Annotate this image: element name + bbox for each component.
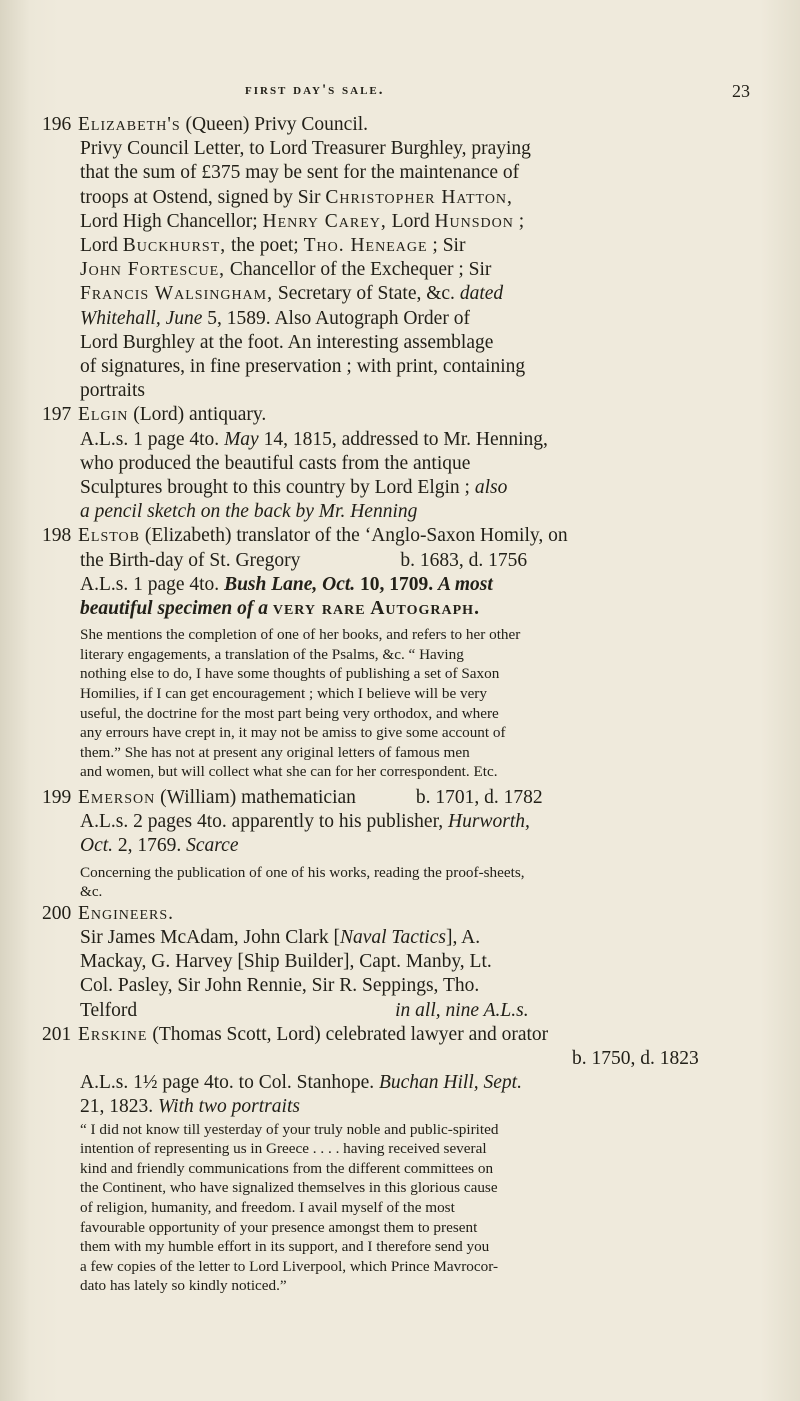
lot-line xyxy=(42,926,750,950)
text-run: Secretary of State, &c. xyxy=(273,283,460,305)
lot-line xyxy=(42,597,750,621)
lot-line: Col. Pasley, Sir John Rennie, Sir R. Seppings, Tho. xyxy=(80,975,480,997)
note-line: useful, the doctrine for the most part being very orthodox, and where xyxy=(80,704,499,722)
lot-number: 201 xyxy=(42,1023,72,1045)
italic-text: beautiful specimen of a xyxy=(80,598,273,620)
lot-name: Erskine xyxy=(78,1023,148,1045)
lot-number: 198 xyxy=(42,525,72,547)
note-line: &c. xyxy=(80,883,103,901)
page-number: 23 xyxy=(732,81,750,101)
note-line: Homilies, if I can get encouragement ; which I believe will be very xyxy=(80,685,487,703)
text-run: troops at Ostend, signed by Sir xyxy=(80,186,326,208)
life-dates: b. 1683, d. 1756 xyxy=(400,549,528,571)
lot-196 xyxy=(42,113,750,403)
signatory-name: Buckhurst, xyxy=(122,235,227,257)
lot-heading xyxy=(42,113,750,137)
italic-text: in all, nine A.L.s. xyxy=(395,999,529,1021)
note-line: the Continent, who have signalized themselves in this glorious cause xyxy=(80,1179,498,1197)
note-line: She mentions the completion of one of her books, and refers to her other xyxy=(80,626,521,644)
lot-line xyxy=(42,834,750,858)
text-run: A.L.s. 1½ page 4to. to Col. Stanhope. xyxy=(80,1072,379,1094)
text-run: ; Sir xyxy=(427,235,466,257)
note-line: “ I did not know till yesterday of your truly noble and public-spirited xyxy=(80,1120,499,1138)
note-line: dato has lately so kindly noticed.” xyxy=(80,1277,287,1295)
text-run: Lord High Chancellor; xyxy=(80,210,263,232)
lot-number: 200 xyxy=(42,902,72,924)
text-run: 5, 1589. Also Autograph Order of xyxy=(202,307,470,329)
lot-line: who produced the beautiful casts from the antique xyxy=(80,452,471,474)
text-run: the poet; xyxy=(226,235,304,257)
note-line: any errours have crept in, it may not be amiss to give some account of xyxy=(80,724,506,742)
text-run: ], A. xyxy=(445,927,481,949)
text-run: 10, 1709. xyxy=(355,573,439,595)
italic-text: Hurworth, xyxy=(448,811,530,833)
italic-text: dated xyxy=(459,283,504,305)
lot-line xyxy=(42,999,750,1023)
note-line: them with my humble effort in its support, and I therefore send you xyxy=(80,1238,490,1256)
signatory-name: Tho. Heneage xyxy=(303,235,428,257)
text-run: Sir James McAdam, John Clark [ xyxy=(80,927,340,949)
note-line: them.” She has not at present any original letters of famous men xyxy=(80,743,470,761)
lot-line: Lord Burghley at the foot. An interesting assemblage xyxy=(80,331,494,353)
lot-line: that the sum of £375 may be sent for the maintenance of xyxy=(80,162,520,184)
note-line: a few copies of the letter to Lord Liverpool, which Prince Mavrocor- xyxy=(80,1257,499,1275)
lot-line xyxy=(42,210,750,234)
life-dates: b. 1701, d. 1782 xyxy=(415,787,543,809)
emphasis-text: very rare Autograph. xyxy=(272,598,480,620)
text-run: Lord xyxy=(80,235,123,257)
text-run: 2, 1769. xyxy=(113,835,187,857)
lot-line: a pencil sketch on the back by Mr. Henning xyxy=(80,501,418,523)
lot-line xyxy=(42,282,750,306)
signatory-name: Hunsdon xyxy=(434,210,514,232)
italic-text: Bush Lane, Oct. xyxy=(224,573,356,595)
lot-name: Emerson xyxy=(78,787,156,809)
lot-heading xyxy=(42,524,750,548)
text-run: ; xyxy=(513,210,525,232)
note-line: kind and friendly communications from the different committees on xyxy=(80,1159,494,1177)
italic-text: Scarce xyxy=(186,835,239,857)
text-run: A.L.s. 1 page 4to. xyxy=(80,573,225,595)
lot-line xyxy=(42,258,750,282)
text-run: A.L.s. 2 pages 4to. apparently to his publisher, xyxy=(80,811,449,833)
lot-line xyxy=(42,476,750,500)
italic-text: Whitehall, June xyxy=(80,307,203,329)
note-line: intention of representing us in Greece . . . . having received several xyxy=(80,1140,487,1158)
lot-line xyxy=(42,186,750,210)
lot-name: Engineers. xyxy=(78,902,175,924)
italic-text: May xyxy=(224,428,259,450)
lot-line: portraits xyxy=(80,380,145,402)
lot-name: Elgin xyxy=(78,404,129,426)
lot-198 xyxy=(42,524,750,786)
text-run: Lord xyxy=(386,210,435,232)
lot-heading xyxy=(42,403,750,427)
signatory-name: Henry Carey, xyxy=(262,210,387,232)
lot-line xyxy=(42,549,750,573)
lot-line xyxy=(42,1095,750,1119)
lot-heading xyxy=(42,902,750,926)
catalogue-entries xyxy=(42,113,750,1296)
lot-200 xyxy=(42,902,750,1023)
lot-line: Mackay, G. Harvey [Ship Builder], Capt. Manby, Lt. xyxy=(80,951,492,973)
lot-name: Elstob xyxy=(78,525,140,547)
lot-heading xyxy=(42,1023,750,1047)
lot-subject: (Elizabeth) translator of the ‘Anglo-Saxon Homily, on xyxy=(140,525,568,547)
signatory-name: John Fortescue, xyxy=(80,259,226,281)
lot-number: 197 xyxy=(42,404,72,426)
lot-197 xyxy=(42,403,750,524)
text-run: A.L.s. 1 page 4to. xyxy=(80,428,225,450)
text-run: Telford xyxy=(80,999,138,1021)
lot-subject: (Queen) Privy Council. xyxy=(180,114,369,135)
signatory-name: Christopher Hatton, xyxy=(325,186,513,208)
note-line: nothing else to do, I have some thoughts of publishing a set of Saxon xyxy=(80,665,500,683)
note-line: literary engagements, a translation of the Psalms, &c. “ Having xyxy=(80,645,464,663)
lot-line xyxy=(42,810,750,834)
signatory-name: Francis Walsingham, xyxy=(80,283,273,305)
lot-line xyxy=(42,1071,750,1095)
lot-201 xyxy=(42,1023,750,1296)
lot-line xyxy=(42,307,750,331)
lot-line xyxy=(42,573,750,597)
note-line: Concerning the publication of one of his works, reading the proof-sheets, xyxy=(80,863,525,881)
lot-line xyxy=(42,234,750,258)
lot-subject: (Thomas Scott, Lord) celebrated lawyer and orator xyxy=(147,1023,549,1045)
lot-heading xyxy=(42,786,750,810)
italic-text: A most xyxy=(438,573,493,595)
lot-subject: (Lord) antiquary. xyxy=(128,404,267,426)
text-run: the Birth-day of St. Gregory xyxy=(80,549,301,571)
lot-line: Privy Council Letter, to Lord Treasurer Burghley, praying xyxy=(80,138,531,160)
lot-line: b. 1750, d. 1823 xyxy=(572,1048,699,1070)
italic-text: Naval Tactics xyxy=(339,927,446,949)
italic-text: also xyxy=(474,477,508,499)
lot-number: 196 xyxy=(42,114,72,135)
note-line: of religion, humanity, and freedom. I avail myself of the most xyxy=(80,1199,455,1217)
lot-199 xyxy=(42,786,750,902)
note-line: and women, but will collect what she can for her correspondent. Etc. xyxy=(80,763,498,781)
lot-line xyxy=(42,428,750,452)
lot-number: 199 xyxy=(42,787,72,809)
text-run: 21, 1823. xyxy=(80,1096,158,1118)
italic-text: With two portraits xyxy=(158,1096,300,1118)
italic-text: Oct. xyxy=(80,835,114,857)
page-header xyxy=(0,82,800,106)
lot-subject: (William) mathematician xyxy=(155,787,356,809)
note-line: favourable opportunity of your presence amongst them to present xyxy=(80,1218,478,1236)
text-run: 14, 1815, addressed to Mr. Henning, xyxy=(258,428,548,450)
text-run: Chancellor of the Exchequer ; Sir xyxy=(225,259,492,281)
running-head: first day's sale. xyxy=(245,82,385,98)
lot-line: of signatures, in fine preservation ; with print, containing xyxy=(80,356,526,378)
italic-text: Buchan Hill, Sept. xyxy=(378,1072,522,1094)
lot-name: Elizabeth's xyxy=(78,114,181,135)
text-run: Sculptures brought to this country by Lord Elgin ; xyxy=(80,477,475,499)
